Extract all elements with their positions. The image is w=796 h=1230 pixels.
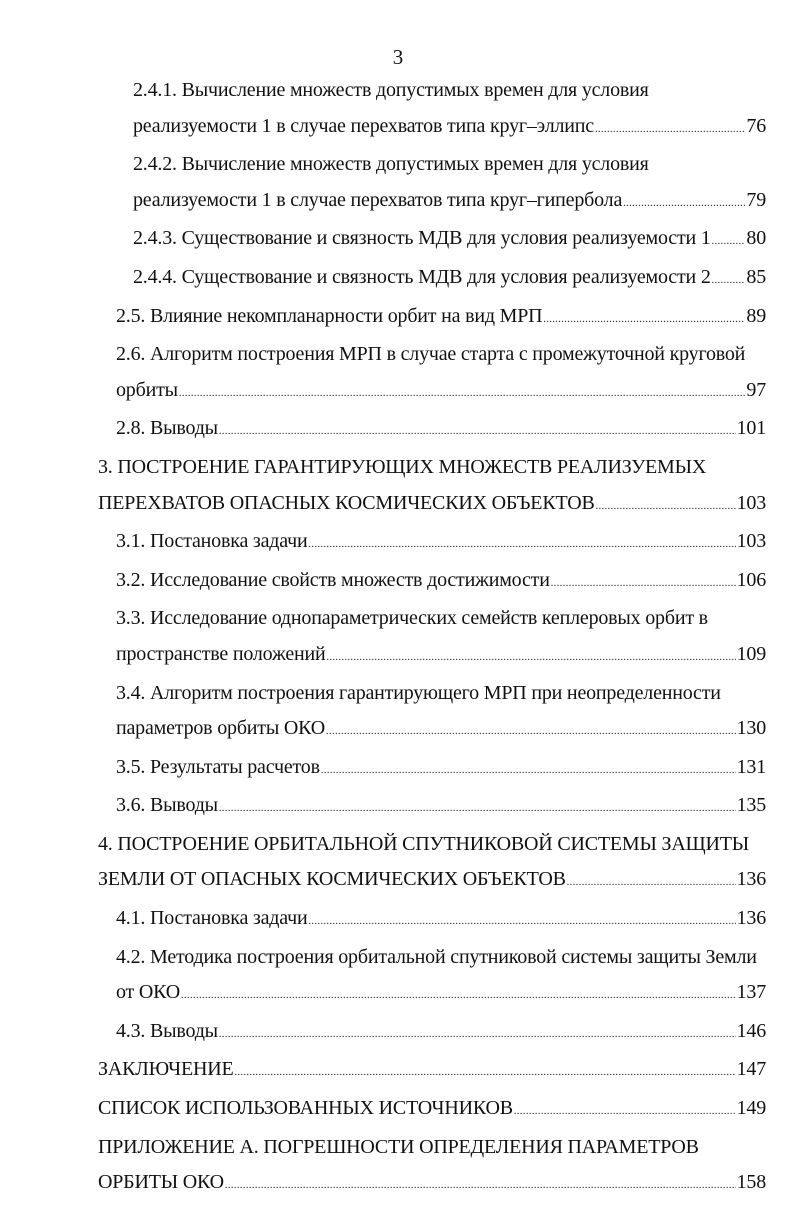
toc-entry bbox=[0, 73, 796, 147]
toc-entry-title: орбиты bbox=[116, 378, 178, 401]
toc-entry-line bbox=[98, 450, 766, 486]
dot-leader bbox=[181, 975, 736, 1014]
toc-entry-title: 4.1. Постановка задачи bbox=[116, 907, 308, 930]
toc-entry-title: 3.3. Исследование однопараметрических семейств кеплеровых орбит в bbox=[116, 607, 708, 630]
toc-entry-line bbox=[116, 975, 766, 1014]
toc-entry bbox=[0, 750, 796, 789]
toc-entry-line bbox=[116, 601, 766, 637]
toc-entry-title: ЗЕМЛИ ОТ ОПАСНЫХ КОСМИЧЕСКИХ ОБЪЕКТОВ bbox=[98, 868, 566, 891]
toc-entry-title: 2.5. Влияние некомпланарности орбит на вид МРП bbox=[116, 304, 543, 327]
dot-leader bbox=[219, 1014, 736, 1053]
toc-entry-title: 3. ПОСТРОЕНИЕ ГАРАНТИРУЮЩИХ МНОЖЕСТВ РЕАЛИЗУЕМЫХ bbox=[98, 455, 707, 478]
toc-entry-title: 2.8. Выводы bbox=[116, 417, 218, 440]
toc-entry-title: реализуемости 1 в случае перехватов типа круг–гипербола bbox=[133, 188, 623, 211]
toc-entry-line bbox=[116, 750, 766, 789]
toc-entry-line bbox=[116, 337, 766, 373]
toc-entry-page: 85 bbox=[746, 265, 766, 288]
toc-entry bbox=[0, 450, 796, 524]
toc-entry-line bbox=[116, 711, 766, 750]
toc-entry-page: 131 bbox=[736, 755, 766, 778]
toc-entry bbox=[0, 411, 796, 450]
dot-leader bbox=[309, 524, 736, 563]
toc-entry-line bbox=[98, 1130, 766, 1166]
toc-entry-page: 135 bbox=[736, 794, 766, 817]
dot-leader bbox=[326, 711, 736, 750]
dot-leader bbox=[567, 862, 736, 901]
toc-entry-page: 103 bbox=[736, 491, 766, 514]
toc-entry-page: 149 bbox=[736, 1097, 766, 1120]
toc-entry bbox=[0, 788, 796, 827]
dot-leader bbox=[234, 1052, 735, 1091]
toc-entry bbox=[0, 1014, 796, 1053]
dot-leader bbox=[179, 373, 746, 412]
toc-entry bbox=[0, 299, 796, 338]
toc-entry-line bbox=[98, 1165, 766, 1204]
toc-entry-line bbox=[116, 524, 766, 563]
toc-entry bbox=[0, 901, 796, 940]
toc-entry bbox=[0, 1130, 796, 1204]
dot-leader bbox=[595, 109, 745, 148]
toc-entry-page: 158 bbox=[736, 1171, 766, 1194]
dot-leader bbox=[321, 750, 736, 789]
toc-entry-title: ПЕРЕХВАТОВ ОПАСНЫХ КОСМИЧЕСКИХ ОБЪЕКТОВ bbox=[98, 491, 595, 514]
toc-entry-line bbox=[133, 73, 766, 109]
toc-entry bbox=[0, 147, 796, 221]
toc-entry-page: 106 bbox=[736, 568, 766, 591]
toc-entry-title: 3.5. Результаты расчетов bbox=[116, 755, 320, 778]
dot-leader bbox=[514, 1091, 736, 1130]
toc-entry-page: 79 bbox=[746, 188, 766, 211]
toc-entry-line bbox=[133, 260, 766, 299]
toc-entry-line bbox=[133, 109, 766, 148]
toc-entry-page: 109 bbox=[736, 642, 766, 665]
toc-entry-title: от ОКО bbox=[116, 981, 181, 1004]
toc-entry-title: реализуемости 1 в случае перехватов типа круг–эллипс bbox=[133, 114, 594, 137]
toc-entry-title: 2.4.1. Вычисление множеств допустимых времен для условия bbox=[133, 79, 649, 101]
toc-entry-title: пространстве положений bbox=[116, 642, 326, 665]
toc-entry-line bbox=[116, 788, 766, 827]
toc-entry-line bbox=[116, 411, 766, 450]
toc-entry-line bbox=[133, 147, 766, 183]
toc-entry-line bbox=[98, 1052, 766, 1091]
toc-entry bbox=[0, 260, 796, 299]
toc-entry-title: 3.4. Алгоритм построения гарантирующего МРП при неопределенности bbox=[116, 681, 721, 704]
toc-entry bbox=[0, 524, 796, 563]
toc-entry-page: 76 bbox=[746, 114, 766, 137]
toc-entry-line bbox=[116, 676, 766, 712]
toc-entry bbox=[0, 1091, 796, 1130]
toc-entry-title: 3.2. Исследование свойств множеств достижимости bbox=[116, 568, 550, 591]
toc-entry-line bbox=[98, 862, 766, 901]
toc-entry-page: 103 bbox=[736, 530, 766, 553]
toc-entry bbox=[0, 676, 796, 750]
toc-entry-line bbox=[116, 901, 766, 940]
toc-entry bbox=[0, 827, 796, 901]
toc-entry-line bbox=[116, 1014, 766, 1053]
dot-leader bbox=[623, 183, 745, 222]
toc-entry-page: 147 bbox=[736, 1058, 766, 1081]
dot-leader bbox=[309, 901, 736, 940]
toc-entry-title: 2.4.4. Существование и связность МДВ для условия реализуемости 2 bbox=[133, 265, 711, 288]
toc-entry-title: 2.4.2. Вычисление множеств допустимых времен для условия bbox=[133, 153, 649, 176]
toc-entry-page: 146 bbox=[736, 1019, 766, 1042]
toc-entry-page: 137 bbox=[736, 981, 766, 1004]
dot-leader bbox=[225, 1165, 736, 1204]
toc-entry-title: 4.3. Выводы bbox=[116, 1019, 218, 1042]
toc-entry-page: 136 bbox=[736, 907, 766, 930]
toc-entry bbox=[0, 940, 796, 1014]
dot-leader bbox=[327, 637, 736, 676]
toc-entry-line bbox=[98, 1091, 766, 1130]
toc-entry bbox=[0, 563, 796, 602]
toc-entry-page: 130 bbox=[736, 717, 766, 740]
toc-entry-title: 4. ПОСТРОЕНИЕ ОРБИТАЛЬНОЙ СПУТНИКОВОЙ СИСТЕМЫ ЗАЩИТЫ bbox=[98, 832, 750, 855]
toc-entry-title: 2.4.3. Существование и связность МДВ для условия реализуемости 1 bbox=[133, 227, 711, 250]
dot-leader bbox=[712, 221, 746, 260]
toc-entry-page: 89 bbox=[746, 304, 766, 327]
dot-leader bbox=[551, 563, 736, 602]
dot-leader bbox=[543, 299, 745, 338]
toc-entry-line bbox=[98, 486, 766, 525]
toc-entry-title: 4.2. Методика построения орбитальной спутниковой системы защиты Земли bbox=[116, 945, 757, 968]
toc-entry-line bbox=[116, 637, 766, 676]
toc-entry-line bbox=[98, 827, 766, 863]
dot-leader bbox=[712, 260, 746, 299]
toc-entry-title: ЗАКЛЮЧЕНИЕ bbox=[98, 1058, 234, 1081]
toc-entry bbox=[0, 1052, 796, 1091]
toc-entry-line bbox=[116, 563, 766, 602]
page-number: 3 bbox=[392, 45, 404, 69]
toc-entry-title: СПИСОК ИСПОЛЬЗОВАННЫХ ИСТОЧНИКОВ bbox=[98, 1097, 513, 1120]
toc-entry-line bbox=[116, 940, 766, 976]
toc-entry-title: ПРИЛОЖЕНИЕ А. ПОГРЕШНОСТИ ОПРЕДЕЛЕНИЯ ПАРАМЕТРОВ bbox=[98, 1135, 699, 1158]
toc-entry-title: 3.6. Выводы bbox=[116, 794, 218, 817]
toc-entry-line bbox=[133, 183, 766, 222]
toc-entry-title: 3.1. Постановка задачи bbox=[116, 530, 308, 553]
toc-entry bbox=[0, 221, 796, 260]
toc-entry-line bbox=[116, 299, 766, 338]
toc-entry-page: 101 bbox=[736, 417, 766, 440]
toc-entry-page: 97 bbox=[746, 378, 766, 401]
toc-entry-page: 80 bbox=[746, 227, 766, 250]
toc-entry bbox=[0, 601, 796, 675]
toc-entry-line bbox=[116, 373, 766, 412]
toc-entry-title: параметров орбиты ОКО bbox=[116, 717, 326, 740]
toc-entry-title: ОРБИТЫ ОКО bbox=[98, 1171, 224, 1194]
dot-leader bbox=[219, 788, 736, 827]
dot-leader bbox=[219, 411, 736, 450]
toc-entry-page: 136 bbox=[736, 868, 766, 891]
table-of-contents bbox=[0, 73, 796, 1204]
toc-entry-title: 2.6. Алгоритм построения МРП в случае старта с промежуточной круговой bbox=[116, 343, 746, 366]
dot-leader bbox=[596, 486, 736, 525]
toc-entry bbox=[0, 337, 796, 411]
toc-entry-line bbox=[133, 221, 766, 260]
